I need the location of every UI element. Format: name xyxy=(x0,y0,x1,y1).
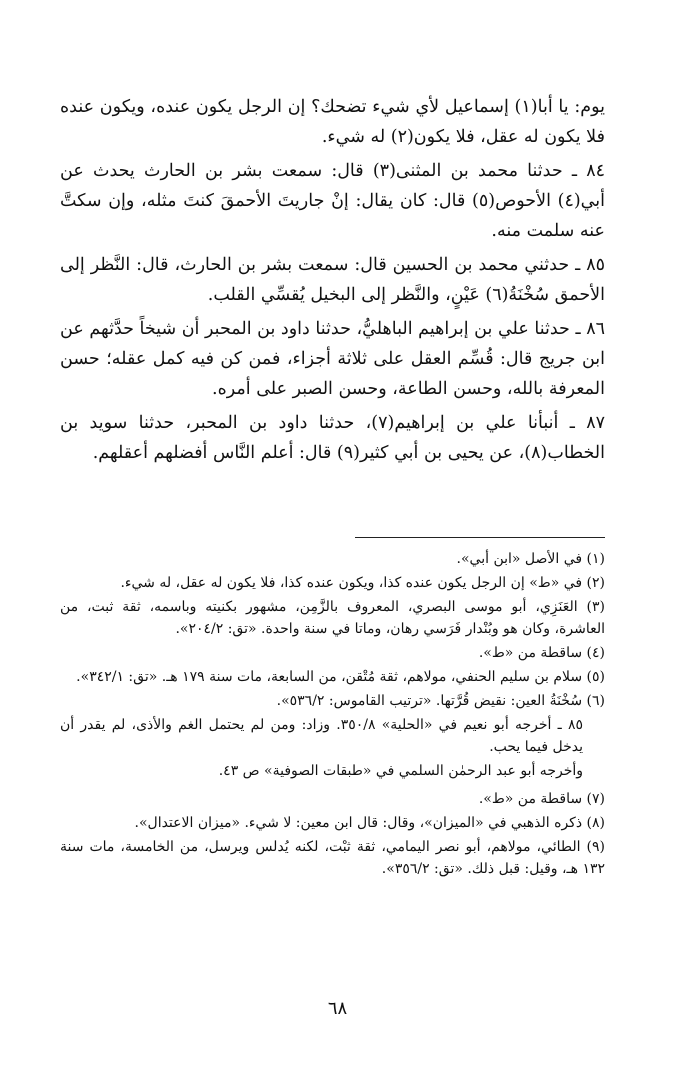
footnotes xyxy=(60,548,605,882)
footnote-8: (٨) ذكره الذهبي في «الميزان»، وقال: قال ابن معين: لا شيء. «ميزان الاعتدال». xyxy=(134,815,605,831)
footnote-9: (٩) الطائي، مولاهم، أبو نصر اليمامي، ثقة ثبْت، لكنه يُدلس ويرسل، من الخامسة، مات سنة ١٣٢ هـ، وقيل: قبل ذلك. «تق: ٣٥٦/٢». xyxy=(60,839,605,877)
footnote-5: (٥) سلام بن سليم الحنفي، مولاهم، ثقة مُتْقن، من السابعة، مات سنة ١٧٩ هـ. «تق: ٣٤٢/١». xyxy=(76,669,605,685)
footnote-1: (١) في الأصل «ابن أبي». xyxy=(456,551,605,567)
footnote-2: (٢) في «ط» إن الرجل يكون عنده كذا، ويكون عنده كذا، فلا يكون له عقل، له شيء. xyxy=(120,575,605,591)
page-number: ٦٨ xyxy=(327,998,348,1019)
paragraph-84: ٨٤ ـ حدثنا محمد بن المثنى(٣) قال: سمعت بشر بن الحارث يحدث عن أبي(٤) الأحوص(٥) قال: كان يقال: إنْ جاريتَ الأحمقَ كنتَ مثله، وإن سكتَّ عنه سلمت منه. xyxy=(60,161,606,241)
footnote-4: (٤) ساقطة من «ط». xyxy=(478,645,605,661)
hadith-note-85-extra: وأخرجه أبو عبد الرحمٰن السلمي في «طبقات الصوفية» ص ٤٣. xyxy=(218,763,583,779)
paragraph-87: ٨٧ ـ أنبأنا علي بن إبراهيم(٧)، حدثنا داود بن المحبر، حدثنا سويد بن الخطاب(٨)، عن يحيى بن أبي كثير(٩) قال: أعلم النَّاس أفضلهم أعقلهم. xyxy=(60,413,605,463)
main-text xyxy=(60,92,605,472)
footnote-6: (٦) سُخْنَةُ العين: نقيض قُرَّتها. «ترتيب القاموس: ٥٣٦/٢». xyxy=(276,693,605,709)
footnote-divider xyxy=(355,537,605,538)
hadith-note-85: ٨٥ ـ أخرجه أبو نعيم في «الحلية» ٣٥٠/٨. وزاد: ومن لم يحتمل الغم والأذى، لم يقدر أن يدخل فيما يحب. xyxy=(60,717,583,755)
paragraph-continuation: يوم: يا أبا(١) إسماعيل لأي شيء تضحك؟ إن الرجل يكون عنده، ويكون عنده فلا يكون له عقل، فلا يكون(٢) له شيء. xyxy=(60,97,605,147)
paragraph-85: ٨٥ ـ حدثني محمد بن الحسين قال: سمعت بشر بن الحارث، قال: النَّظر إلى الأحمق سُخْنَةُ(٦) عَيْنٍ، والنَّظر إلى البخيل يُقسِّي القلب. xyxy=(60,255,605,305)
paragraph-86: ٨٦ ـ حدثنا علي بن إبراهيم الباهليُّ، حدثنا داود بن المحبر أن شيخاً حدَّثهم عن ابن جريج قال: قُسِّم العقل على ثلاثة أجزاء، فمن كن فيه كمل عقله؛ حسن المعرفة بالله، وحسن الطاعة، وحسن الصبر على أمره. xyxy=(60,319,605,399)
footnote-7: (٧) ساقطة من «ط». xyxy=(478,791,605,807)
footnote-3: (٣) العَنَزِي، أبو موسى البصري، المعروف بالزَّمِن، مشهور بكنيته وباسمه، ثقة ثبت، من العاشرة، وكان هو وبُنْدار فَرَسي رهان، وماتا في سنة واحدة. «تق: ٢٠٤/٢». xyxy=(60,599,605,637)
